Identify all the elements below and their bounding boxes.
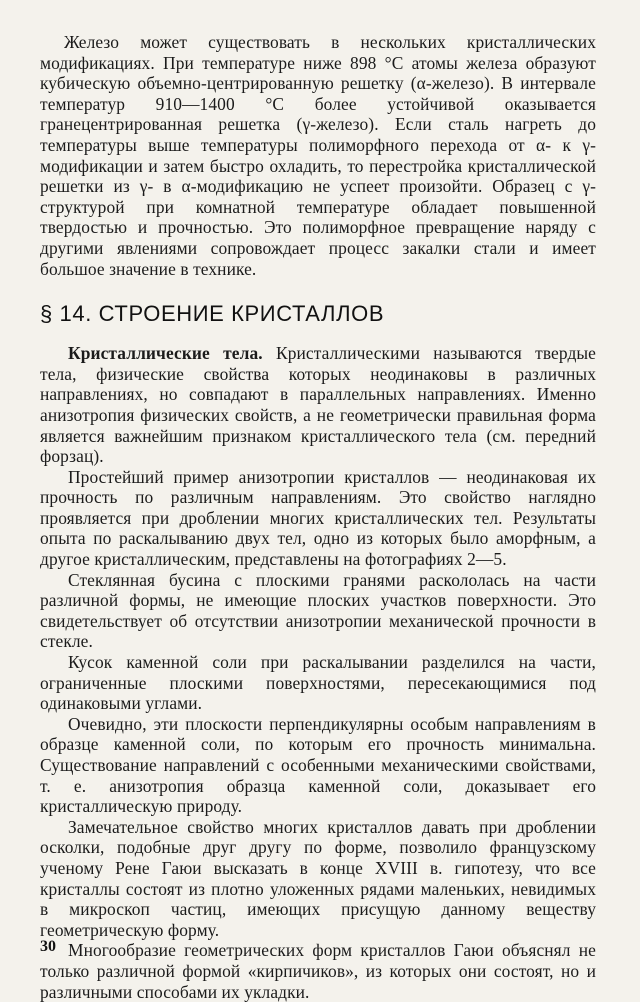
paragraph-geometric-forms: Многообразие геометрических форм кристаллов Гаюи объяснял не только различной формой «кирпичиков», из которых они состоят, но и различными способами их укладки. (40, 940, 596, 1002)
paragraph-hauy-hypothesis: Замечательное свойство многих кристаллов давать при дроблении осколки, подобные друг другу по форме, позволило французскому ученому Рене Гаюи высказать в конце XVIII в. гипотезу, что все кристаллы состоят из плотно уложенных рядами маленьких, невидимых в микроскоп частиц, имеющих присущую данному веществу геометрическую форму. (40, 816, 596, 940)
paragraph-anisotropy-example: Простейший пример анизотропии кристаллов — неодинаковая их прочность по различным направлениям. Это свойство наглядно проявляется при дроблении многих кристаллических тел. Результаты опыта по раскалыванию двух тел, одно из которых было аморфным, а другое кристаллическим, представлены на фотографиях 2—5. (40, 466, 596, 570)
paragraph-lead-term: Кристаллические тела. (68, 343, 263, 364)
paragraph-glass-bead: Стеклянная бусина с плоскими гранями раскололась на части различной формы, не имеющие плоских участков поверхности. Это свидетельствует об отсутствии анизотропии механической прочности в стекле. (40, 569, 596, 652)
paragraph-crystalline-bodies (40, 343, 596, 467)
page-number: 30 (40, 938, 56, 955)
paragraph-rock-salt: Кусок каменной соли при раскалывании разделился на части, ограниченные плоскими поверхностями, пересекающимися под одинаковыми углами. (40, 652, 596, 714)
section-heading: § 14. СТРОЕНИЕ КРИСТАЛЛОВ (40, 301, 385, 327)
paragraph-text: Кристаллическими называются твердые тела, физические свойства которых неодинаковы в различных направлениях, но совпадают в параллельных направлениях. Именно анизотропия физических свойств, а не геометрически правильная форма является важнейшим признаком кристаллического тела (см. передний форзац). (40, 343, 596, 467)
paragraph-cleavage-planes: Очевидно, эти плоскости перпендикулярны особым направлениям в образце каменной соли, по которым его прочность минимальна. Существование направлений с особенными механическими свойствами, т. е. анизотропия образца каменной соли, доказывает его кристаллическую природу. (40, 713, 596, 817)
page-body (40, 32, 596, 1002)
intro-paragraph: Железо может существовать в нескольких кристаллических модификациях. При температуре ниже 898 °С атомы железа образуют кубическую объемно-центрированную решетку (α-железо). В интервале температур 910—1400 °С более устойчивой оказывается гранецентрированная решетка (γ-железо). Если сталь нагреть до температуры выше температуры полиморфного перехода от α- к γ-модификации и затем быстро охладить, то перестройка кристаллической решетки из γ- в α-модификацию не успеет произойти. Образец с γ-структурой при комнатной температуре обладает повышенной твердостью и прочностью. Это полиморфное превращение наряду с другими явлениями сопровождает процесс закалки стали и имеет большое значение в технике. (40, 32, 596, 279)
